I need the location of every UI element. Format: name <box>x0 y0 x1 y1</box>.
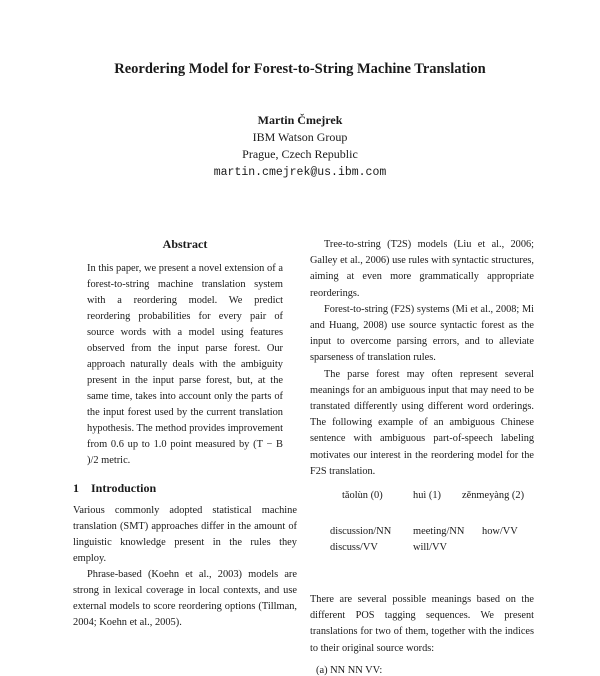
right-paragraph-3: The parse forest may often represent several meanings for an ambiguous input that may need to be transtated differently using different word orderings. The following example of an ambiguous Chinese sentence with ambiguous part-of-speech labeling motivates our interest in the reordering model for the F2S translation. <box>310 368 534 477</box>
example-word-1: huì (1) <box>413 490 441 502</box>
intro-paragraph-2: Phrase-based (Koehn et al., 2003) models are strong in lexical coverage in local contexts, and use external models to score reordering options (Tillman, 2004; Koehn et al., 2005). <box>73 569 297 628</box>
right-paragraph-4: There are several possible meanings based on the different POS tagging sequences. We present translations for two of them, together with the indices to their original source words: <box>310 594 534 654</box>
example-tag-nn-1: meeting/NN <box>413 526 465 538</box>
author-name <box>0 112 600 129</box>
right-paragraph-2: Forest-to-string (F2S) systems (Mi et al., 2008; Mi and Huang, 2008) use source syntactic forest as the input to overcome parsing errors, and to alleviate sparseness of translation rules. <box>310 303 534 364</box>
author-name-text: Martin Čmejrek <box>257 113 343 127</box>
example-list-item: (a) NN NN VV: <box>316 664 383 676</box>
section-number: 1 <box>73 481 79 495</box>
intro-paragraph-1: Various commonly adopted statistical machine translation (SMT) approaches differ in the amount of linguistic knowledge present in the rules they employ. <box>73 505 297 564</box>
right-column <box>310 237 534 676</box>
chinese-example <box>310 480 534 592</box>
author-affiliation: IBM Watson Group <box>252 130 348 144</box>
example-tag-vv-0: discuss/VV <box>330 542 378 554</box>
author-email-line <box>0 163 600 181</box>
example-tag-nn-0: discussion/NN <box>330 526 392 538</box>
abstract-heading: Abstract <box>162 237 208 251</box>
author-email: martin.cmejrek@us.ibm.com <box>213 166 387 179</box>
right-paragraph-1: Tree-to-string (T2S) models (Liu et al., 2006; Galley et al., 2006) use rules with syntactic structures, aiming at even more grammatically appropriate reorderings. <box>310 239 534 299</box>
section-heading <box>73 481 297 496</box>
abstract-text: In this paper, we present a novel extension of a forest-to-string machine translation system with a reordering model. We predict reordering probabilities for every pair of source words with a model using features observed from the input parse forest. Our approach naturally deals with the ambiguity present in the input parse forest, but, at the same time, takes into account only the parts of the input forest used by the current translation hypothesis. The method provides improvement from 0.6 up to 1.0 point measured by (T − B )/2 metric. <box>87 263 283 466</box>
left-column <box>73 237 297 631</box>
example-tag-vv-1: will/VV <box>413 542 448 554</box>
example-word-2: zěnmeyàng (2) <box>462 490 525 502</box>
paper-title: Reordering Model for Forest-to-String Machine Translation <box>114 61 486 77</box>
example-tag-vv-2: how/VV <box>482 526 518 538</box>
section-title: Introduction <box>91 481 157 495</box>
author-location: Prague, Czech Republic <box>242 147 358 161</box>
example-word-0: tǎolùn (0) <box>342 490 383 502</box>
